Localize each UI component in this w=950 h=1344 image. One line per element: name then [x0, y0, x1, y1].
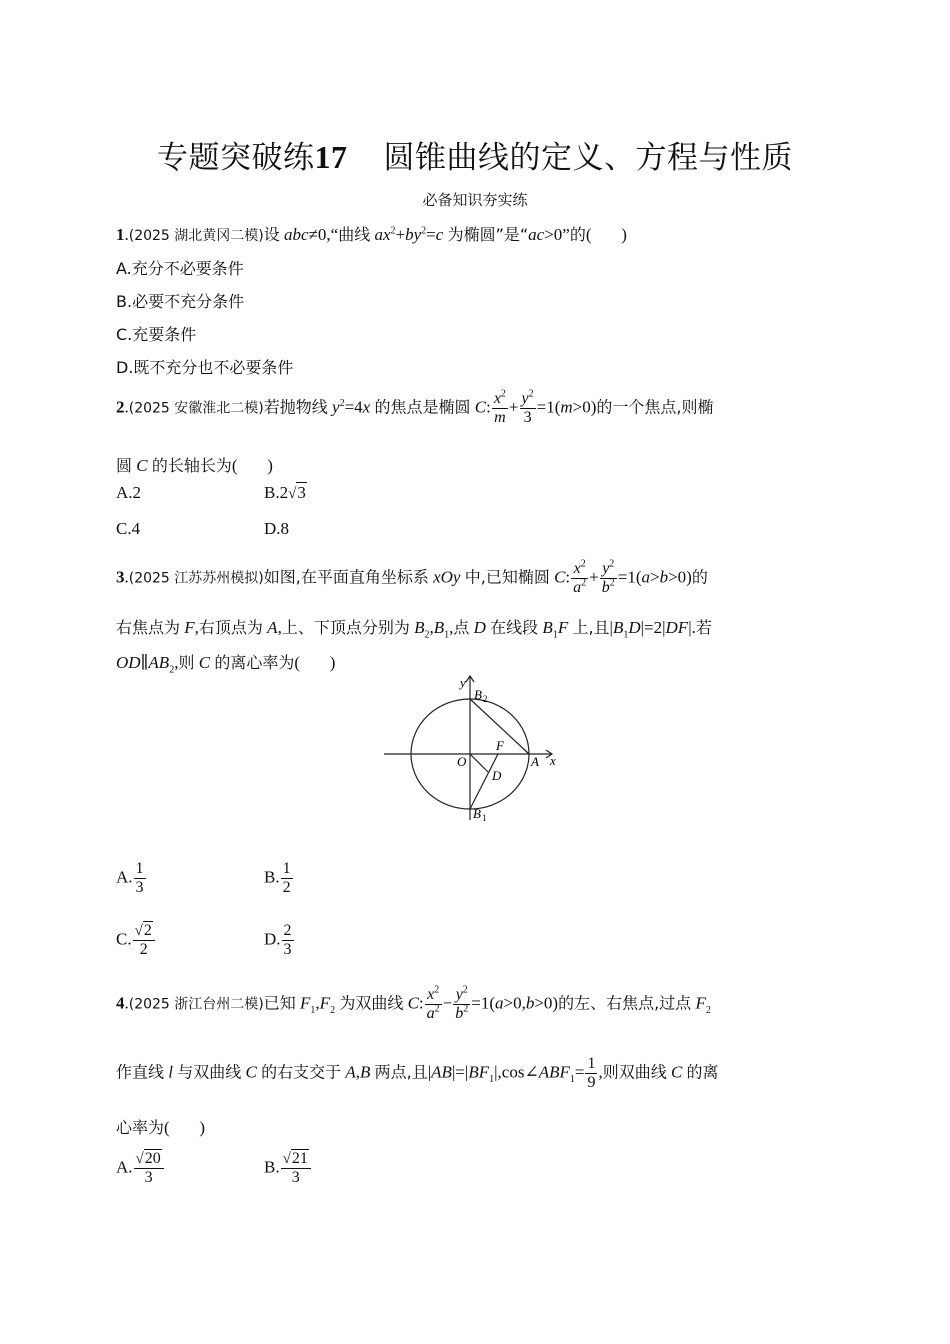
question-4: 4.(2025 浙江台州二模)已知 $F_1,F_2$ 为双曲线 C: $\frac{x^2}{a^2}$ − $\frac{y^2}{b^2}$ =1(a>0,b>0)的左、右焦点,过点 $F_2$ [116, 984, 711, 1022]
q3-option-a-num: 1 [135, 860, 144, 877]
question-number: 1 [116, 225, 125, 244]
q2-option-b-radicand: 3 [297, 483, 306, 502]
question-4-cont1: 作直线 l 与双曲线 C 的右支交于 A,B 两点,且$|AB|=|BF_1|,\cos\angle ABF_1=$ $\frac{1}{9}$ ,则双曲线 C 的离 [116, 1055, 719, 1091]
q3-option-b: B. $\frac{1}{2}$ [264, 860, 291, 896]
q3-option-a: A. $\frac{1}{3}$ [116, 860, 144, 896]
q4-option-b-radicand: 21 [291, 1150, 308, 1167]
question-number: 3 [116, 567, 125, 587]
label-b1: B [473, 806, 481, 821]
segment-o-d [470, 754, 488, 772]
q3-option-d-den: 3 [283, 941, 292, 958]
q1-option-a: A.充分不必要条件 [116, 259, 244, 278]
q2-option-c: C.4 [116, 519, 141, 538]
ellipse-figure [376, 670, 576, 830]
label-b2: B [474, 687, 482, 702]
question-number: 4 [116, 993, 125, 1013]
q3-option-c-den: 2 [139, 941, 148, 958]
q3-option-d: D. $\frac{2}{3}$ [264, 922, 292, 958]
q3-option-a-den: 3 [135, 879, 144, 896]
question-3: 3.(2025 江苏苏州模拟)如图,在平面直角坐标系 xOy 中,已知椭圆 C: $\frac{x^2}{a^2}$ + $\frac{y^2}{b^2}$ =1(a>b>0)的 [116, 558, 708, 596]
label-d: D [492, 768, 502, 783]
question-source: (2025 浙江台州二模) [128, 996, 264, 1013]
q3-option-d-num: 2 [283, 922, 292, 939]
title-number: 17 [314, 139, 348, 175]
section-subtitle: 必备知识夯实练 [422, 191, 528, 209]
label-b2-sub: 2 [483, 694, 488, 704]
page-title [0, 132, 950, 177]
q2-option-a: A.2 [116, 483, 142, 502]
q3-option-b-den: 2 [282, 879, 291, 896]
q3-option-c: C. $\frac{√2}{2}$ [116, 922, 156, 959]
q4-option-a-den: 3 [144, 1169, 153, 1186]
q2-option-b-label: B.2 [264, 483, 289, 502]
q1-option-c: C.充要条件 [116, 325, 197, 344]
question-source: (2025 安徽淮北二模) [128, 400, 264, 417]
q4-option-a-radicand: 20 [144, 1150, 161, 1167]
q2-option-b: B.2√3 [264, 483, 306, 502]
label-y: y [460, 675, 466, 690]
q3-option-b-num: 1 [282, 860, 291, 877]
q3-option-c-radicand: 2 [143, 922, 152, 939]
q1-option-d: D.既不充分也不必要条件 [116, 358, 294, 377]
question-3-cont2: $OD\parallel AB_2$,则 C 的离心率为( ) [116, 653, 336, 676]
label-o: O [457, 754, 467, 769]
question-source: (2025 湖北黄冈二模) [128, 228, 264, 244]
q2-option-d: D.8 [264, 519, 290, 538]
q1-option-b: B.必要不充分条件 [116, 292, 245, 311]
question-1: 1.(2025 湖北黄冈二模)设 abc≠0,“曲线 $ax^2+by^2=c$ 为椭圆”是“ac>0”的( ) [116, 225, 627, 244]
q4-option-b: B. $\frac{√21}{3}$ [264, 1150, 312, 1187]
question-2: 2.(2025 安徽淮北二模)若抛物线 $y^2=4x$ 的焦点是椭圆 C: $\frac{x^2}{m}$ + $\frac{y^2}{3}$ =1(m>0)的一个焦点,则椭 [116, 388, 714, 426]
label-x: x [550, 753, 556, 768]
question-4-cont2: 心率为( ) [116, 1118, 206, 1137]
q4-option-b-den: 3 [291, 1169, 300, 1186]
question-3-cont1: 右焦点为 F,右顶点为 A,上、下顶点分别为 $B_2,B_1$,点 D 在线段 $B_1F$ 上,且$|B_1D|=2|DF|$.若 [116, 618, 712, 641]
question-source: (2025 江苏苏州模拟) [128, 570, 264, 587]
q4-option-a: A. $\frac{√20}{3}$ [116, 1150, 165, 1187]
question-number: 2 [116, 397, 125, 417]
title-topic: 圆锥曲线的定义、方程与性质 [383, 140, 793, 176]
label-b1-sub: 1 [482, 813, 487, 823]
title-text: 专题突破练 [157, 140, 315, 176]
label-f: F [496, 738, 504, 753]
question-2-cont: 圆 C 的长轴长为( ) [116, 456, 273, 475]
label-a: A [531, 754, 539, 769]
